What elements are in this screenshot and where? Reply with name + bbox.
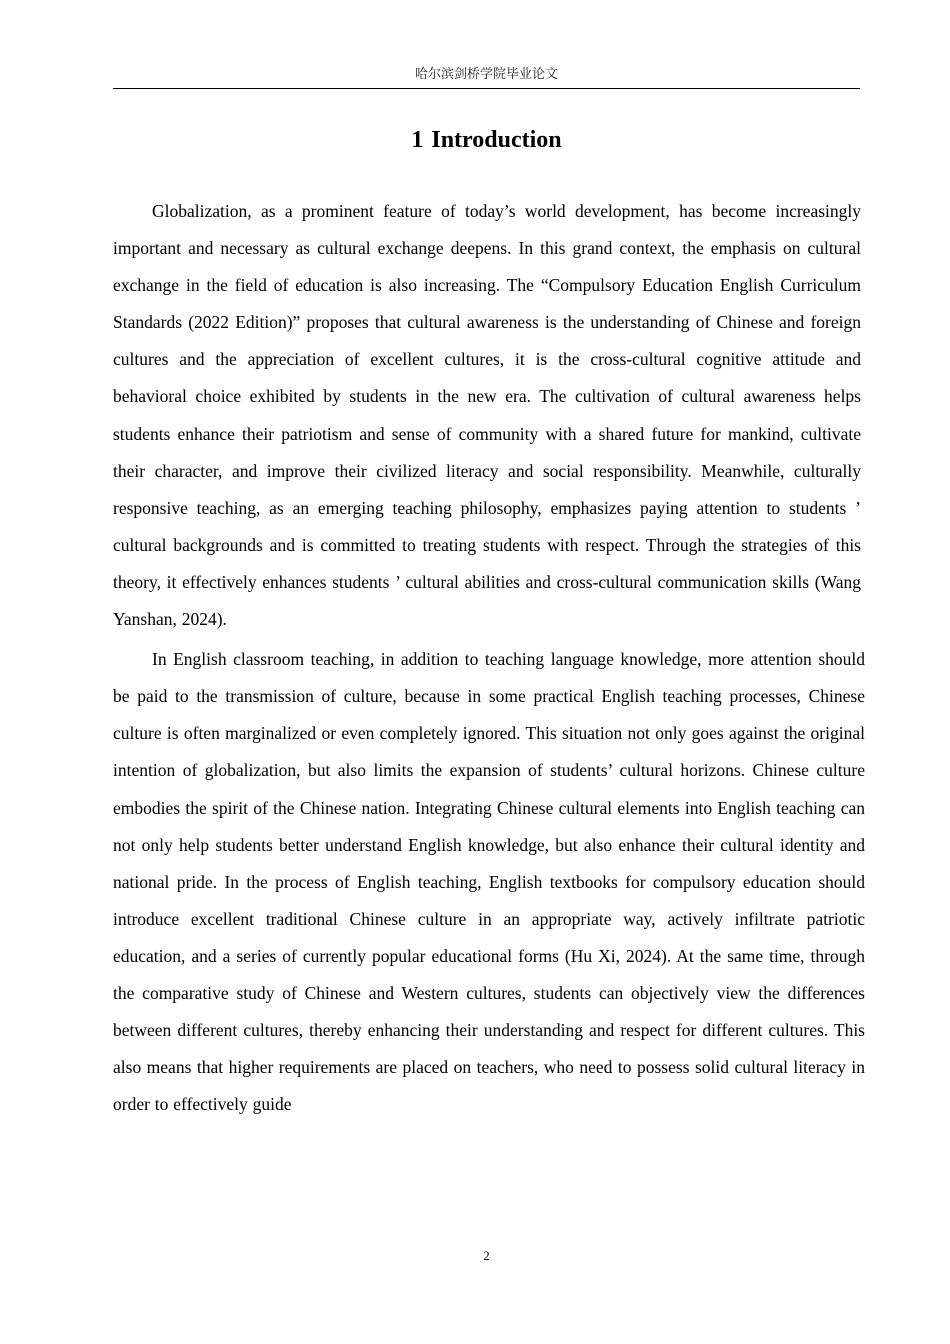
header-rule xyxy=(113,88,860,89)
section-number: 1 xyxy=(411,127,424,153)
paragraph: Globalization, as a prominent feature of today’s world development, has become increasingly important and necessary as cultural exchange deepens. In this grand context, the emphasis on cultural exchange in the field of education is also increasing. The “Compulsory Education English Curriculum Standards (2022 Edition)” proposes that cultural awareness is the understanding of Chinese and foreign cultures and the appreciation of excellent cultures, it is the cross-cultural cognitive attitude and behavioral choice exhibited by students in the new era. The cultivation of cultural awareness helps students enhance their patriotism and sense of community with a shared future for mankind, cultivate their character, and improve their civilized literacy and social responsibility. Meanwhile, culturally responsive teaching, as an emerging teaching philosophy, emphasizes paying attention to students ’ cultural backgrounds and is committed to treating students with respect. Through the strategies of this theory, it effectively enhances students ’ cultural abilities and cross-cultural communication skills (Wang Yanshan, 2024). xyxy=(113,201,861,630)
section-title: Introduction xyxy=(431,127,562,153)
body-text xyxy=(113,193,865,1123)
section-heading xyxy=(113,124,860,156)
paragraph: In English classroom teaching, in addition to teaching language knowledge, more attention should be paid to the transmission of culture, because in some practical English teaching processes, Chinese culture is often marginalized or even completely ignored. This situation not only goes against the original intention of globalization, but also limits the expansion of students’ cultural horizons. Chinese culture embodies the spirit of the Chinese nation. Integrating Chinese cultural elements into English teaching can not only help students better understand English knowledge, but also enhance their cultural identity and national pride. In the process of English teaching, English textbooks for compulsory education should introduce excellent traditional Chinese culture in an appropriate way, actively infiltrate patriotic education, and a series of currently popular educational forms (Hu Xi, 2024). At the same time, through the comparative study of Chinese and Western cultures, students can objectively view the differences between different cultures, thereby enhancing their understanding and respect for different cultures. This also means that higher requirements are placed on teachers, who need to possess solid cultural literacy in order to effectively guide xyxy=(113,649,865,1115)
page-number: 2 xyxy=(483,1248,490,1263)
running-header: 哈尔滨剑桥学院毕业论文 xyxy=(414,67,558,82)
